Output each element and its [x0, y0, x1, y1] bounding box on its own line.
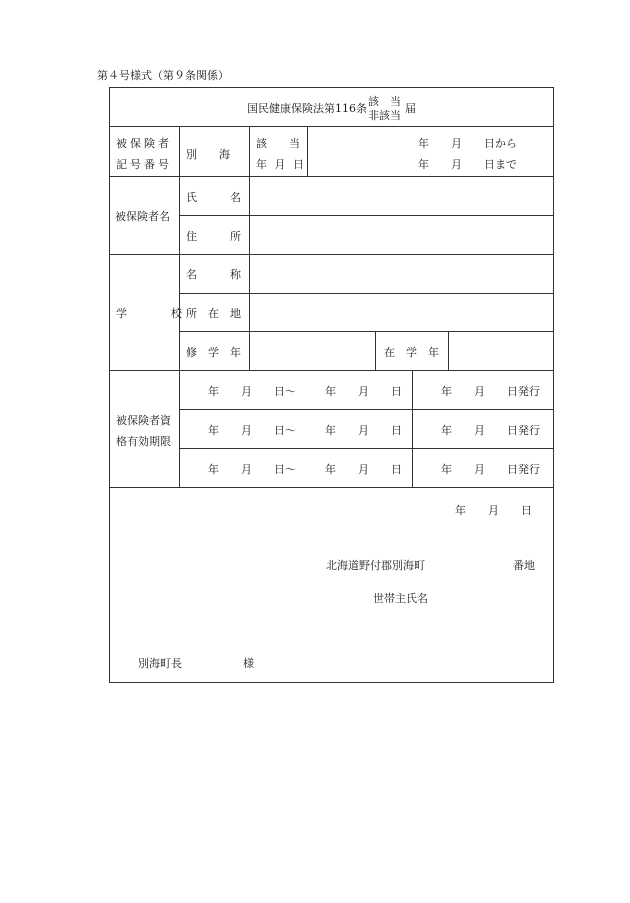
rule	[180, 215, 553, 216]
validity-issued: 年 月 日発行	[441, 424, 540, 437]
sama-label: 様	[243, 657, 254, 670]
rule	[110, 487, 553, 488]
rule	[448, 331, 449, 370]
rule	[412, 370, 413, 487]
footer-address: 北海道野付郡別海町	[326, 559, 425, 572]
applicable-date-label: 年 月 日	[256, 158, 306, 171]
validity-end: 年 月 日	[325, 424, 402, 437]
title-lower: 非該当	[368, 109, 401, 122]
form-number: 第４号様式（第９条関係）	[97, 69, 229, 82]
validity-label-1: 被保険者資	[116, 414, 171, 427]
rule	[110, 126, 553, 127]
rule	[375, 331, 376, 370]
rule	[307, 126, 308, 176]
validity-start: 年 月 日〜	[208, 385, 296, 398]
applicable-label: 該 当	[256, 137, 300, 150]
rule	[180, 293, 553, 294]
title-main: 国民健康保険法第116条	[247, 102, 367, 115]
address-label: 住 所	[186, 230, 241, 243]
validity-end: 年 月 日	[325, 463, 402, 476]
insured-name-label: 被保険者名	[115, 210, 170, 223]
rule	[110, 254, 553, 255]
insured-number-label-1: 被保険者	[116, 137, 172, 150]
period-to: 年 月 日まで	[418, 158, 517, 171]
school-location-label: 所 在 地	[186, 307, 241, 320]
head-of-household-label: 世帯主氏名	[373, 592, 428, 605]
validity-label-2: 格有効期限	[116, 435, 171, 448]
rule	[110, 370, 553, 371]
name-label: 氏 名	[186, 191, 241, 204]
branch-label: 別 海	[186, 148, 230, 161]
enrolled-year-label: 在 学 年	[384, 346, 439, 359]
period-from: 年 月 日から	[418, 137, 517, 150]
footer-banchi: 番地	[513, 559, 535, 572]
validity-end: 年 月 日	[325, 385, 402, 398]
rule	[110, 176, 553, 177]
study-years-label: 修 学 年	[186, 346, 241, 359]
rule	[180, 409, 553, 410]
school-label: 学 校	[116, 307, 182, 320]
title-upper: 該 当	[368, 95, 401, 108]
rule	[249, 126, 250, 370]
validity-issued: 年 月 日発行	[441, 385, 540, 398]
validity-start: 年 月 日〜	[208, 424, 296, 437]
insured-number-label-2: 記号番号	[116, 158, 172, 171]
mayor-label: 別海町長	[138, 657, 182, 670]
school-name-label: 名 称	[186, 268, 241, 281]
rule	[180, 448, 553, 449]
validity-issued: 年 月 日発行	[441, 463, 540, 476]
validity-start: 年 月 日〜	[208, 463, 296, 476]
rule	[180, 331, 553, 332]
title-suffix: 届	[405, 102, 416, 115]
footer-date: 年 月 日	[455, 504, 532, 517]
